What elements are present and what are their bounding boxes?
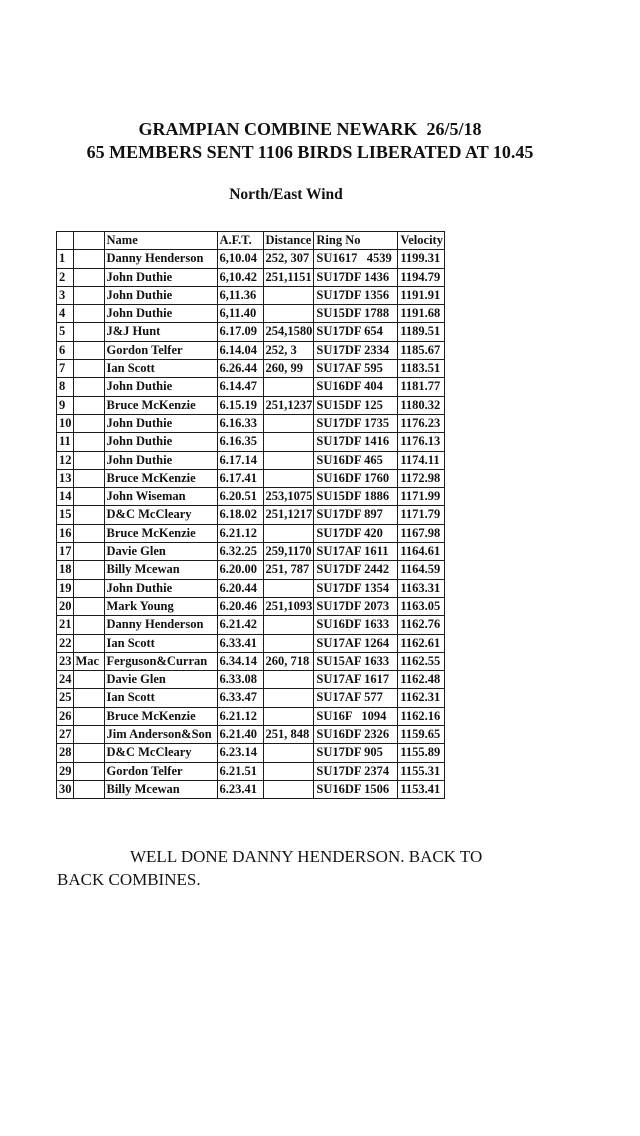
velocity-cell: 1163.05 — [398, 597, 445, 615]
rank-cell: 6 — [57, 341, 74, 359]
name-cell: Bruce McKenzie — [104, 707, 217, 725]
ring-no-cell: SU17DF 1436 — [314, 268, 398, 286]
distance-cell: 251,1093 — [263, 597, 314, 615]
prefix-cell — [73, 378, 104, 396]
aft-cell: 6.21.40 — [217, 726, 263, 744]
distance-cell: 260, 718 — [263, 652, 314, 670]
name-cell: John Wiseman — [104, 488, 217, 506]
rank-cell: 3 — [57, 286, 74, 304]
name-cell: John Duthie — [104, 433, 217, 451]
prefix-cell: Mac — [73, 652, 104, 670]
ring-no-cell: SU17DF 1354 — [314, 579, 398, 597]
name-cell: Billy Mcewan — [104, 780, 217, 798]
ring-no-cell: SU17AF 1264 — [314, 634, 398, 652]
table-row — [57, 762, 445, 780]
prefix-header — [73, 232, 104, 250]
rank-cell: 22 — [57, 634, 74, 652]
prefix-cell — [73, 561, 104, 579]
table-row — [57, 689, 445, 707]
aft-cell: 6,10.04 — [217, 250, 263, 268]
prefix-cell — [73, 469, 104, 487]
aft-cell: 6.33.08 — [217, 671, 263, 689]
prefix-cell — [73, 597, 104, 615]
rank-cell: 30 — [57, 780, 74, 798]
rank-cell: 17 — [57, 543, 74, 561]
distance-cell: 251, 787 — [263, 561, 314, 579]
table-row — [57, 378, 445, 396]
name-cell: Ferguson&Curran — [104, 652, 217, 670]
table-body — [57, 250, 445, 799]
distance-cell — [263, 286, 314, 304]
table-row — [57, 707, 445, 725]
aft-cell: 6.18.02 — [217, 506, 263, 524]
velocity-cell: 1180.32 — [398, 396, 445, 414]
table-row — [57, 652, 445, 670]
aft-cell: 6.16.35 — [217, 433, 263, 451]
aft-cell: 6.14.47 — [217, 378, 263, 396]
table-row — [57, 451, 445, 469]
prefix-cell — [73, 579, 104, 597]
prefix-cell — [73, 286, 104, 304]
name-cell: John Duthie — [104, 414, 217, 432]
table-row — [57, 268, 445, 286]
ring-no-cell: SU17DF 2073 — [314, 597, 398, 615]
aft-cell: 6,11.36 — [217, 286, 263, 304]
ring-no-header: Ring No — [314, 232, 398, 250]
table-row — [57, 524, 445, 542]
wind-heading: North/East Wind — [229, 186, 343, 203]
prefix-cell — [73, 616, 104, 634]
prefix-cell — [73, 634, 104, 652]
name-cell: D&C McCleary — [104, 744, 217, 762]
velocity-cell: 1162.76 — [398, 616, 445, 634]
rank-cell: 5 — [57, 323, 74, 341]
ring-no-cell: SU17DF 1356 — [314, 286, 398, 304]
ring-no-cell: SU16F 1094 — [314, 707, 398, 725]
distance-cell — [263, 305, 314, 323]
prefix-cell — [73, 762, 104, 780]
name-cell: John Duthie — [104, 305, 217, 323]
name-cell: John Duthie — [104, 286, 217, 304]
ring-no-cell: SU17DF 2374 — [314, 762, 398, 780]
distance-cell — [263, 433, 314, 451]
ring-no-cell: SU17DF 2334 — [314, 341, 398, 359]
name-cell: Gordon Telfer — [104, 762, 217, 780]
rank-cell: 1 — [57, 250, 74, 268]
prefix-cell — [73, 707, 104, 725]
ring-no-cell: SU17DF 654 — [314, 323, 398, 341]
velocity-cell: 1162.16 — [398, 707, 445, 725]
name-cell: Davie Glen — [104, 543, 217, 561]
distance-cell — [263, 616, 314, 634]
rank-cell: 13 — [57, 469, 74, 487]
velocity-cell: 1159.65 — [398, 726, 445, 744]
distance-cell — [263, 689, 314, 707]
aft-header: A.F.T. — [217, 232, 263, 250]
ring-no-cell: SU15DF 125 — [314, 396, 398, 414]
rank-cell: 18 — [57, 561, 74, 579]
rank-cell: 14 — [57, 488, 74, 506]
prefix-cell — [73, 414, 104, 432]
aft-cell: 6.23.14 — [217, 744, 263, 762]
velocity-cell: 1176.23 — [398, 414, 445, 432]
distance-cell — [263, 671, 314, 689]
aft-cell: 6.32.25 — [217, 543, 263, 561]
rank-cell: 4 — [57, 305, 74, 323]
ring-no-cell: SU16DF 2326 — [314, 726, 398, 744]
velocity-cell: 1167.98 — [398, 524, 445, 542]
table-row — [57, 250, 445, 268]
prefix-cell — [73, 524, 104, 542]
aft-cell: 6,10.42 — [217, 268, 263, 286]
rank-cell: 2 — [57, 268, 74, 286]
table-row — [57, 744, 445, 762]
prefix-cell — [73, 341, 104, 359]
ring-no-cell: SU16DF 1633 — [314, 616, 398, 634]
table-row — [57, 780, 445, 798]
liberation-details: 65 MEMBERS SENT 1106 BIRDS LIBERATED AT 10.45 — [86, 142, 534, 162]
velocity-cell: 1183.51 — [398, 360, 445, 378]
name-header: Name — [104, 232, 217, 250]
prefix-cell — [73, 360, 104, 378]
rank-cell: 15 — [57, 506, 74, 524]
ring-no-cell: SU17DF 905 — [314, 744, 398, 762]
ring-no-cell: SU16DF 1506 — [314, 780, 398, 798]
aft-cell: 6.23.41 — [217, 780, 263, 798]
distance-cell: 251, 848 — [263, 726, 314, 744]
rank-cell: 8 — [57, 378, 74, 396]
rank-cell: 21 — [57, 616, 74, 634]
aft-cell: 6.14.04 — [217, 341, 263, 359]
table-row — [57, 414, 445, 432]
name-cell: J&J Hunt — [104, 323, 217, 341]
velocity-cell: 1153.41 — [398, 780, 445, 798]
aft-cell: 6.20.00 — [217, 561, 263, 579]
aft-cell: 6.33.47 — [217, 689, 263, 707]
aft-cell: 6.20.51 — [217, 488, 263, 506]
velocity-cell: 1199.31 — [398, 250, 445, 268]
table-row — [57, 360, 445, 378]
aft-cell: 6.21.12 — [217, 707, 263, 725]
name-cell: Ian Scott — [104, 634, 217, 652]
name-cell: Ian Scott — [104, 360, 217, 378]
ring-no-cell: SU17AF 1611 — [314, 543, 398, 561]
ring-no-cell: SU17DF 1416 — [314, 433, 398, 451]
velocity-cell: 1162.55 — [398, 652, 445, 670]
table-row — [57, 726, 445, 744]
ring-no-cell: SU16DF 404 — [314, 378, 398, 396]
prefix-cell — [73, 451, 104, 469]
distance-cell — [263, 524, 314, 542]
velocity-cell: 1172.98 — [398, 469, 445, 487]
distance-cell: 251,1151 — [263, 268, 314, 286]
footer-message-line1: WELL DONE DANNY HENDERSON. BACK TO — [130, 847, 483, 866]
aft-cell: 6.21.51 — [217, 762, 263, 780]
ring-no-cell: SU17AF 595 — [314, 360, 398, 378]
table-row — [57, 433, 445, 451]
name-cell: Davie Glen — [104, 671, 217, 689]
ring-no-cell: SU15DF 1788 — [314, 305, 398, 323]
aft-cell: 6.15.19 — [217, 396, 263, 414]
aft-cell: 6.17.14 — [217, 451, 263, 469]
rank-cell: 19 — [57, 579, 74, 597]
velocity-cell: 1162.31 — [398, 689, 445, 707]
distance-cell — [263, 414, 314, 432]
ring-no-cell: SU17DF 897 — [314, 506, 398, 524]
distance-cell — [263, 634, 314, 652]
rank-cell: 26 — [57, 707, 74, 725]
distance-cell — [263, 780, 314, 798]
velocity-cell: 1174.11 — [398, 451, 445, 469]
rank-cell: 12 — [57, 451, 74, 469]
aft-cell: 6.17.09 — [217, 323, 263, 341]
aft-cell: 6.33.41 — [217, 634, 263, 652]
distance-cell: 259,1170 — [263, 543, 314, 561]
name-cell: John Duthie — [104, 378, 217, 396]
table-row — [57, 561, 445, 579]
velocity-cell: 1185.67 — [398, 341, 445, 359]
velocity-cell: 1171.79 — [398, 506, 445, 524]
distance-cell — [263, 762, 314, 780]
distance-cell — [263, 451, 314, 469]
prefix-cell — [73, 689, 104, 707]
table-row — [57, 488, 445, 506]
rank-header — [57, 232, 74, 250]
rank-cell: 25 — [57, 689, 74, 707]
velocity-header: Velocity — [398, 232, 445, 250]
distance-cell — [263, 707, 314, 725]
aft-cell: 6.21.12 — [217, 524, 263, 542]
name-cell: Bruce McKenzie — [104, 524, 217, 542]
ring-no-cell: SU17AF 577 — [314, 689, 398, 707]
name-cell: D&C McCleary — [104, 506, 217, 524]
aft-cell: 6.34.14 — [217, 652, 263, 670]
name-cell: Danny Henderson — [104, 616, 217, 634]
name-cell: Gordon Telfer — [104, 341, 217, 359]
prefix-cell — [73, 671, 104, 689]
table-row — [57, 341, 445, 359]
rank-cell: 29 — [57, 762, 74, 780]
ring-no-cell: SU17DF 420 — [314, 524, 398, 542]
velocity-cell: 1155.31 — [398, 762, 445, 780]
aft-cell: 6.20.44 — [217, 579, 263, 597]
table-row — [57, 506, 445, 524]
name-cell: Jim Anderson&Son — [104, 726, 217, 744]
distance-cell: 252, 307 — [263, 250, 314, 268]
name-cell: John Duthie — [104, 451, 217, 469]
name-cell: Billy Mcewan — [104, 561, 217, 579]
ring-no-cell: SU16DF 1760 — [314, 469, 398, 487]
velocity-cell: 1194.79 — [398, 268, 445, 286]
velocity-cell: 1171.99 — [398, 488, 445, 506]
prefix-cell — [73, 543, 104, 561]
table-row — [57, 469, 445, 487]
rank-cell: 28 — [57, 744, 74, 762]
rank-cell: 11 — [57, 433, 74, 451]
rank-cell: 9 — [57, 396, 74, 414]
name-cell: John Duthie — [104, 268, 217, 286]
table-row — [57, 671, 445, 689]
distance-cell: 260, 99 — [263, 360, 314, 378]
velocity-cell: 1189.51 — [398, 323, 445, 341]
velocity-cell: 1162.61 — [398, 634, 445, 652]
velocity-cell: 1176.13 — [398, 433, 445, 451]
name-cell: Danny Henderson — [104, 250, 217, 268]
name-cell: John Duthie — [104, 579, 217, 597]
rank-cell: 10 — [57, 414, 74, 432]
aft-cell: 6,11.40 — [217, 305, 263, 323]
distance-cell: 251,1237 — [263, 396, 314, 414]
table-row — [57, 616, 445, 634]
velocity-cell: 1181.77 — [398, 378, 445, 396]
velocity-cell: 1191.91 — [398, 286, 445, 304]
distance-cell: 251,1217 — [263, 506, 314, 524]
ring-no-cell: SU17AF 1617 — [314, 671, 398, 689]
prefix-cell — [73, 305, 104, 323]
prefix-cell — [73, 780, 104, 798]
ring-no-cell: SU17DF 2442 — [314, 561, 398, 579]
rank-cell: 23 — [57, 652, 74, 670]
ring-no-cell: SU1617 4539 — [314, 250, 398, 268]
distance-cell: 253,1075 — [263, 488, 314, 506]
table-row — [57, 634, 445, 652]
aft-cell: 6.26.44 — [217, 360, 263, 378]
rank-cell: 24 — [57, 671, 74, 689]
velocity-cell: 1191.68 — [398, 305, 445, 323]
aft-cell: 6.21.42 — [217, 616, 263, 634]
prefix-cell — [73, 726, 104, 744]
name-cell: Ian Scott — [104, 689, 217, 707]
prefix-cell — [73, 268, 104, 286]
velocity-cell: 1162.48 — [398, 671, 445, 689]
table-row — [57, 543, 445, 561]
prefix-cell — [73, 323, 104, 341]
ring-no-cell: SU15AF 1633 — [314, 652, 398, 670]
velocity-cell: 1164.61 — [398, 543, 445, 561]
name-cell: Bruce McKenzie — [104, 469, 217, 487]
velocity-cell: 1155.89 — [398, 744, 445, 762]
footer-message — [57, 845, 547, 891]
combine-title: GRAMPIAN COMBINE NEWARK 26/5/18 — [138, 119, 482, 139]
table-row — [57, 323, 445, 341]
name-cell: Bruce McKenzie — [104, 396, 217, 414]
aft-cell: 6.20.46 — [217, 597, 263, 615]
table-row — [57, 597, 445, 615]
distance-cell — [263, 744, 314, 762]
prefix-cell — [73, 433, 104, 451]
table-header-row — [57, 232, 445, 250]
distance-header: Distance — [263, 232, 314, 250]
aft-cell: 6.17.41 — [217, 469, 263, 487]
velocity-cell: 1163.31 — [398, 579, 445, 597]
table-row — [57, 579, 445, 597]
table-row — [57, 396, 445, 414]
prefix-cell — [73, 744, 104, 762]
prefix-cell — [73, 488, 104, 506]
ring-no-cell: SU16DF 465 — [314, 451, 398, 469]
prefix-cell — [73, 396, 104, 414]
distance-cell — [263, 579, 314, 597]
ring-no-cell: SU15DF 1886 — [314, 488, 398, 506]
table-row — [57, 305, 445, 323]
rank-cell: 27 — [57, 726, 74, 744]
footer-message-line2: BACK COMBINES. — [57, 870, 201, 889]
aft-cell: 6.16.33 — [217, 414, 263, 432]
rank-cell: 16 — [57, 524, 74, 542]
rank-cell: 7 — [57, 360, 74, 378]
table-row — [57, 286, 445, 304]
prefix-cell — [73, 506, 104, 524]
rank-cell: 20 — [57, 597, 74, 615]
distance-cell — [263, 469, 314, 487]
name-cell: Mark Young — [104, 597, 217, 615]
distance-cell — [263, 378, 314, 396]
velocity-cell: 1164.59 — [398, 561, 445, 579]
ring-no-cell: SU17DF 1735 — [314, 414, 398, 432]
results-table — [56, 231, 445, 799]
prefix-cell — [73, 250, 104, 268]
distance-cell: 252, 3 — [263, 341, 314, 359]
distance-cell: 254,1580 — [263, 323, 314, 341]
